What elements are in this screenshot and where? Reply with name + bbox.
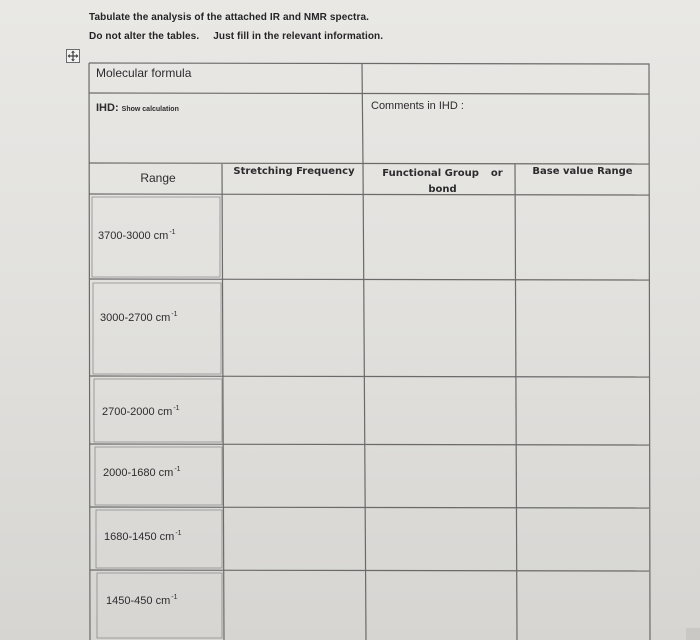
range-row-1 <box>98 229 176 242</box>
bond-text: bond <box>428 184 457 195</box>
molecular-formula-label: Molecular formula <box>96 66 192 80</box>
unit-exp-4: -1 <box>174 466 181 473</box>
range-value-1: 3700-3000 <box>98 230 151 242</box>
range-value-6: 1450-450 <box>106 595 153 607</box>
range-header: Range <box>140 171 176 185</box>
unit-exp-3: -1 <box>173 405 180 412</box>
range-value-2: 3000-2700 <box>100 312 153 324</box>
range-row-5 <box>104 530 182 543</box>
instruction-text-2b: Just fill in the relevant information. <box>213 31 384 42</box>
stretching-frequency-header: Stretching Frequency <box>233 166 355 177</box>
unit-5: cm <box>159 531 175 543</box>
unit-exp-5: -1 <box>175 530 182 537</box>
unit-2: cm <box>155 312 171 324</box>
range-value-3: 2700-2000 <box>102 406 155 418</box>
unit-6: cm <box>155 595 171 607</box>
ihd-label <box>96 102 179 114</box>
functional-group-text: Functional Group <box>382 168 479 179</box>
base-value-range-header: Base value Range <box>532 166 633 177</box>
unit-4: cm <box>158 467 174 479</box>
comments-ihd-label: Comments in IHD : <box>371 100 464 112</box>
range-row-3 <box>102 405 180 418</box>
unit-exp-1: -1 <box>169 229 176 236</box>
unit-exp-6: -1 <box>171 594 178 601</box>
instruction-text-1: Tabulate the analysis of the attached IR and NMR spectra. <box>89 12 370 23</box>
unit-exp-2: -1 <box>171 311 178 318</box>
functional-group-header <box>370 166 515 198</box>
range-row-2 <box>100 311 178 324</box>
instruction-text-2a: Do not alter the tables. <box>89 31 200 42</box>
or-text: or <box>490 168 503 179</box>
range-value-5: 1680-1450 <box>104 531 157 543</box>
ihd-label-text: IHD: <box>96 102 119 114</box>
unit-1: cm <box>153 230 169 242</box>
page-corner <box>686 628 700 640</box>
range-row-6 <box>106 594 177 607</box>
range-row-4 <box>103 466 181 479</box>
unit-3: cm <box>157 406 173 418</box>
ihd-calculation-hint: Show calculation <box>121 106 179 113</box>
range-value-4: 2000-1680 <box>103 467 156 479</box>
